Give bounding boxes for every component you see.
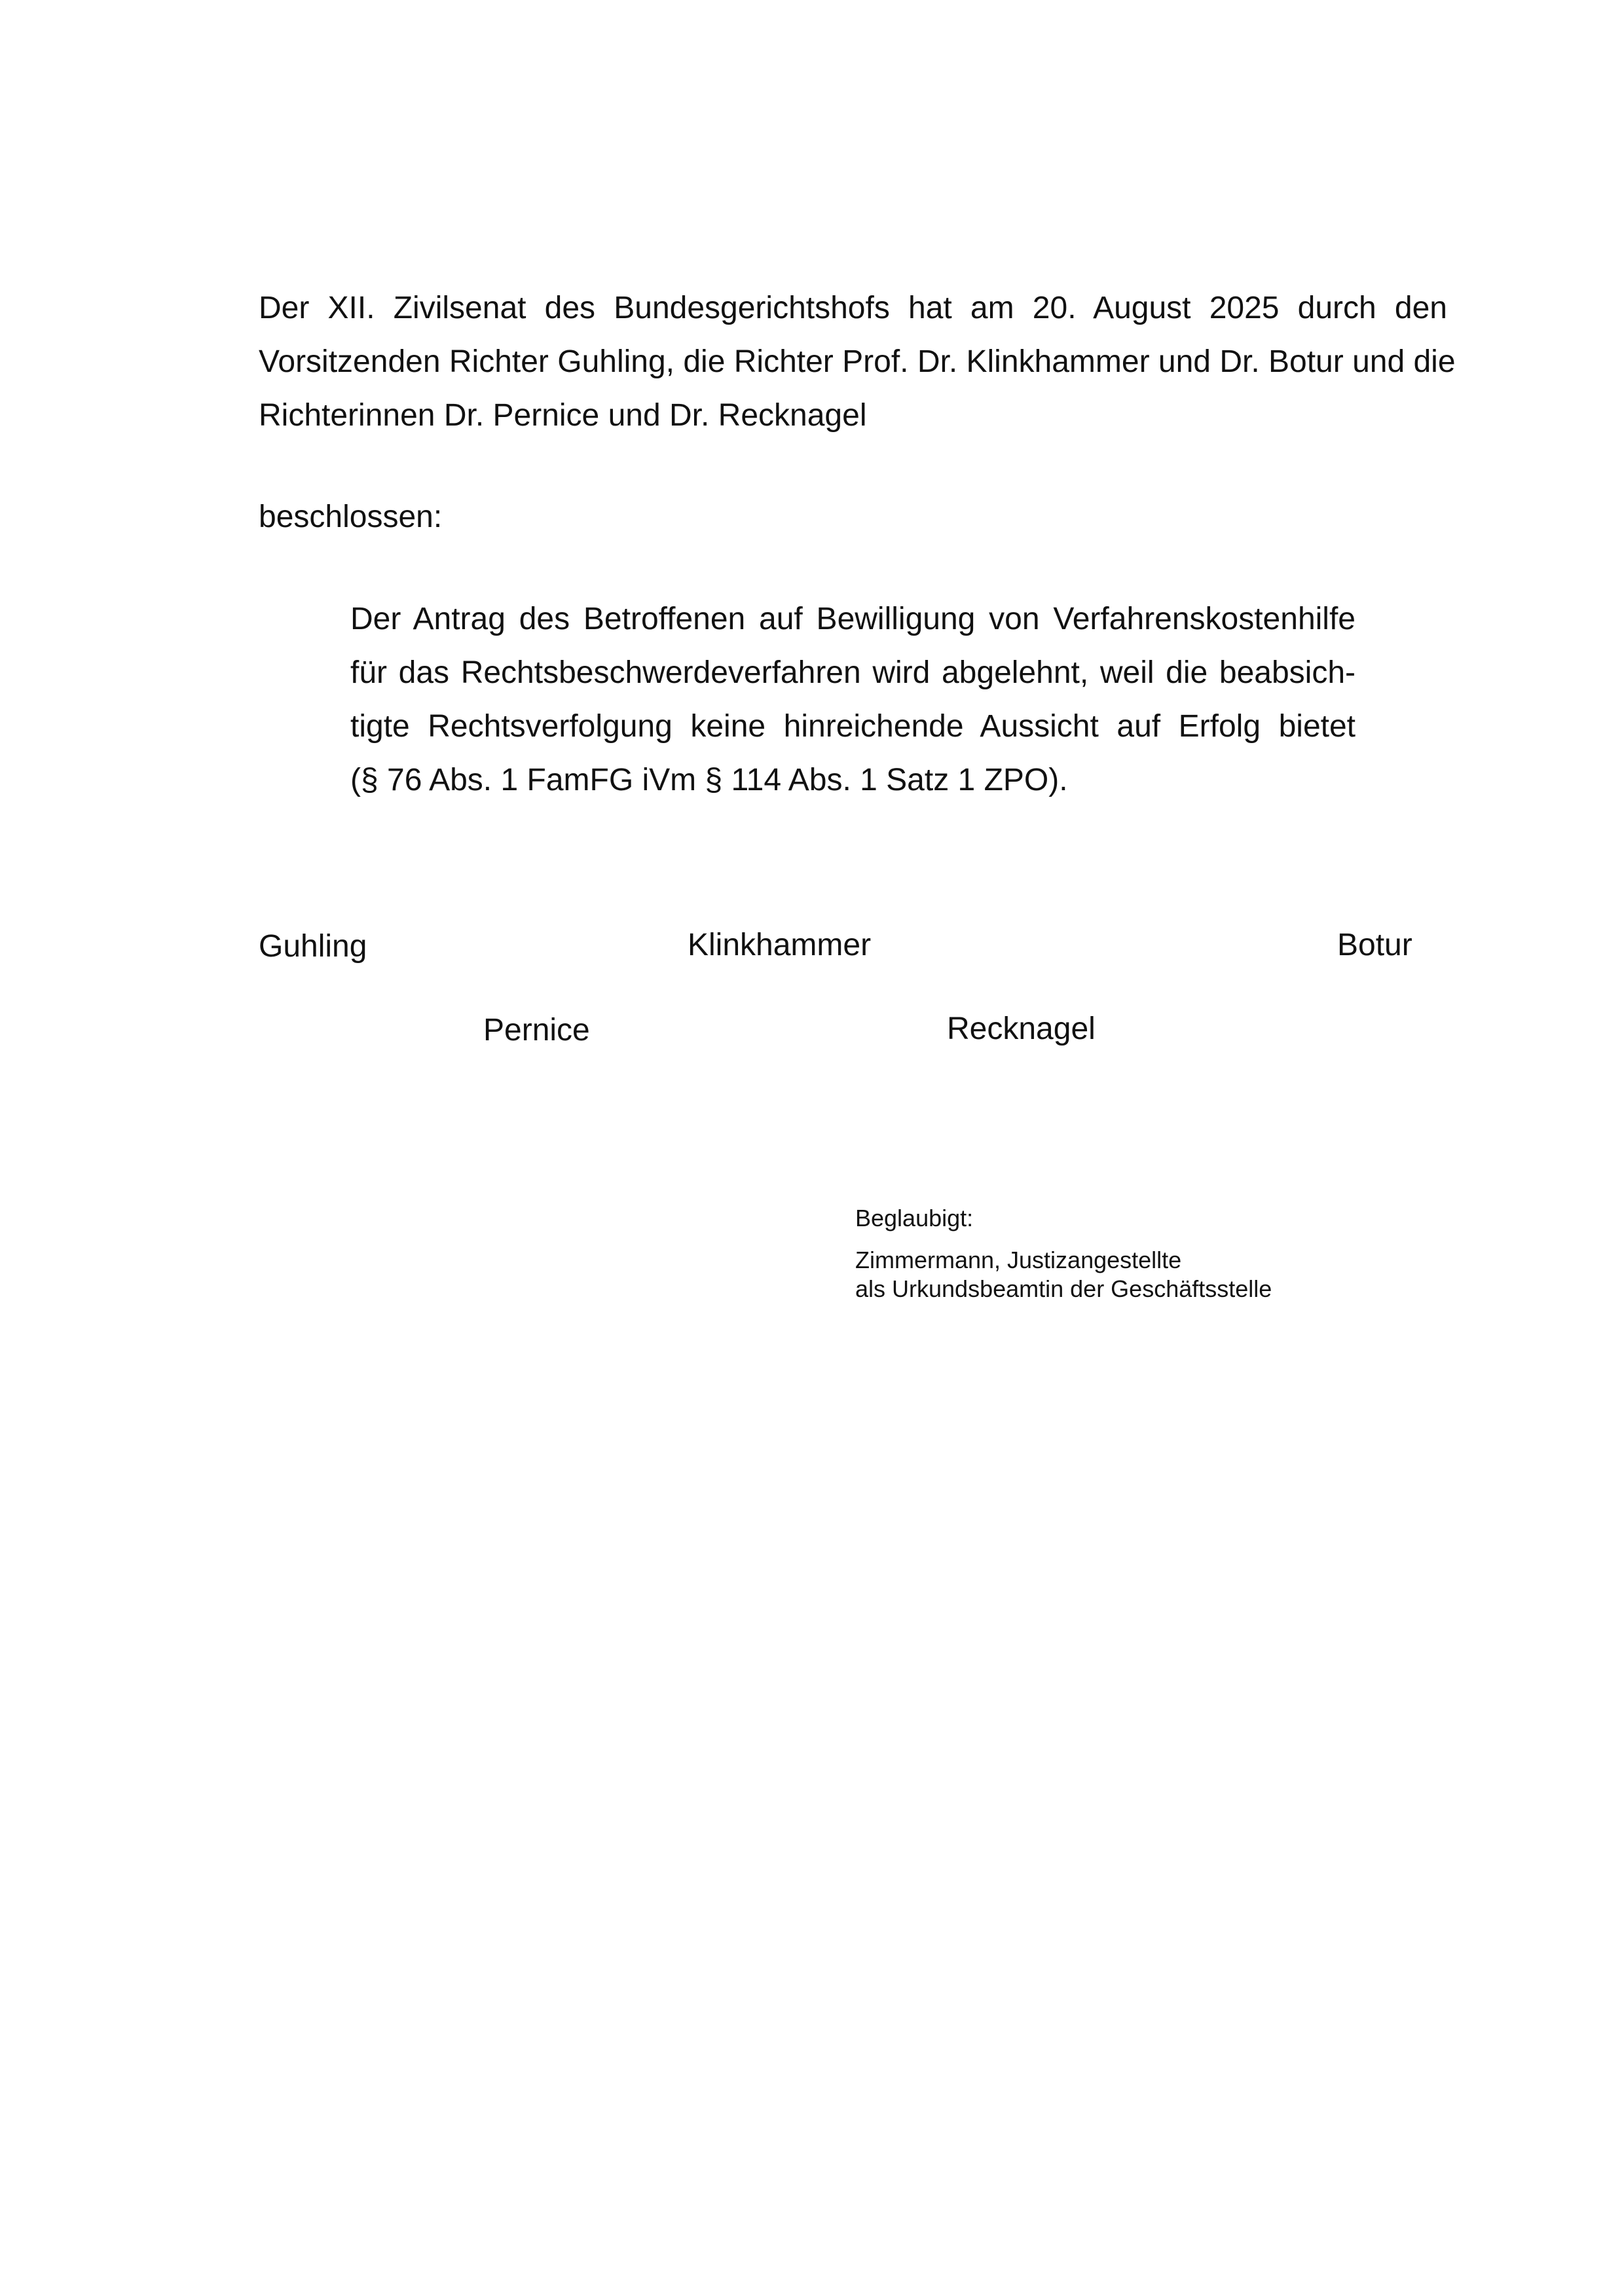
signature-klinkhammer: Klinkhammer	[688, 928, 872, 962]
tenor-line: tigte Rechtsverfolgung keine hinreichende Aussicht auf Erfolg bietet	[350, 709, 1356, 744]
intro-line: Der XII. Zivilsenat des Bundesgerichtshofs hat am 20. August 2025 durch den	[259, 291, 1447, 325]
signature-guhling: Guhling	[259, 929, 367, 964]
signature-botur: Botur	[1337, 928, 1412, 962]
certification-label: Beglaubigt:	[855, 1205, 974, 1231]
intro-line: Vorsitzenden Richter Guhling, die Richter Prof. Dr. Klinkhammer und Dr. Botur und die	[259, 344, 1456, 379]
certification-name: Zimmermann, Justizangestellte	[855, 1247, 1182, 1273]
intro-paragraph	[259, 282, 1456, 443]
tenor-paragraph	[350, 592, 1356, 807]
certification-role: als Urkundsbeamtin der Geschäftsstelle	[855, 1275, 1272, 1302]
intro-line: Richterinnen Dr. Pernice und Dr. Recknagel	[259, 398, 867, 433]
tenor-line: (§ 76 Abs. 1 FamFG iVm § 114 Abs. 1 Satz 1 ZPO).	[350, 763, 1068, 797]
decision-label: beschlossen:	[259, 500, 443, 534]
tenor-line: für das Rechtsbeschwerdeverfahren wird abgelehnt, weil die beabsich-	[350, 655, 1356, 690]
signature-recknagel: Recknagel	[947, 1011, 1096, 1046]
signature-pernice: Pernice	[483, 1013, 590, 1048]
tenor-line: Der Antrag des Betroffenen auf Bewilligung von Verfahrenskostenhilfe	[350, 602, 1356, 636]
